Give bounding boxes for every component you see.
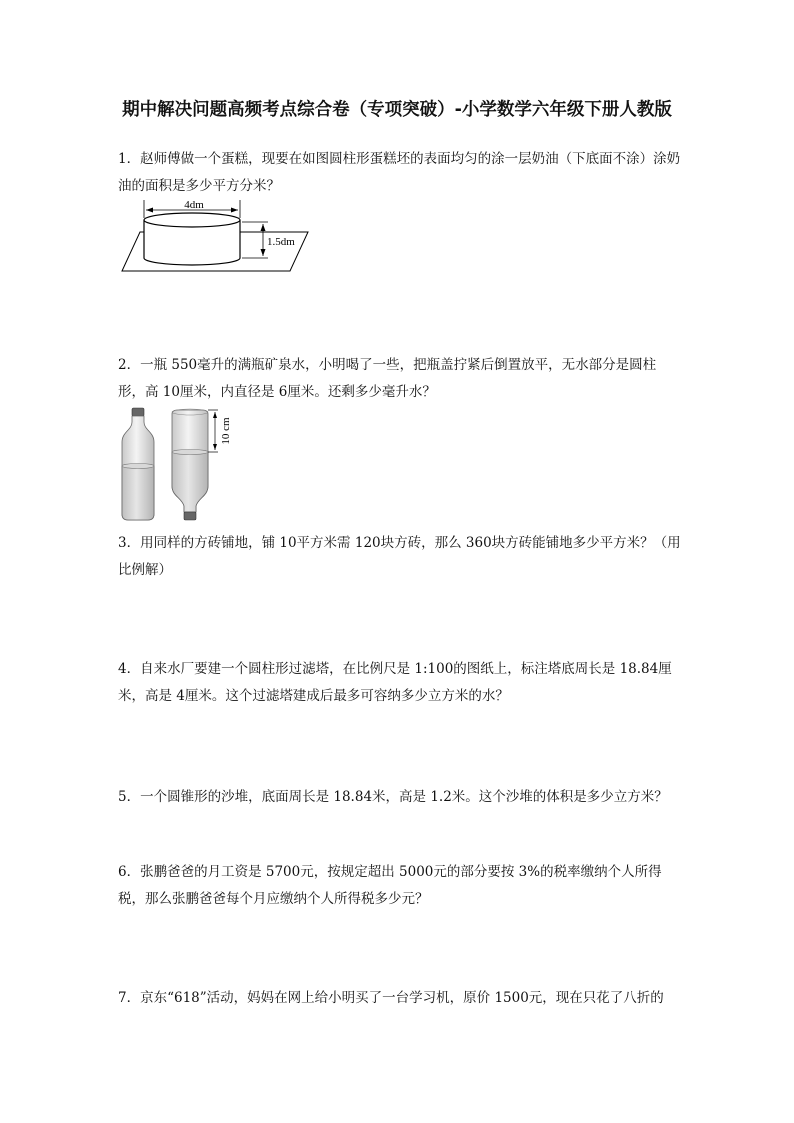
page-title: 期中解决问题高频考点综合卷（专项突破）-小学数学六年级下册人教版 <box>122 100 672 120</box>
upright-bottle <box>122 408 154 520</box>
question-5: 5．一个圆锥形的沙堆，底面周长是 18.84米，高是 1.2米。这个沙堆的体积是多少立方米？ <box>118 789 668 805</box>
question-2: 2．一瓶 550毫升的满瓶矿泉水，小明喝了一些，把瓶盖拧紧后倒置放平，无水部分是圆柱形，高 10厘米，内直径是 6厘米。还剩多少毫升水？ <box>118 357 657 400</box>
cake-figure <box>118 198 318 278</box>
question-3: 3．用同样的方砖铺地，铺 10平方米需 120块方砖，那么 360块方砖能铺地多少平方米？（用比例解） <box>118 535 681 578</box>
bottles-figure <box>118 406 248 528</box>
question-7: 7．京东“618”活动，妈妈在网上给小明买了一台学习机，原价 1500元，现在只花了八折的 <box>118 990 664 1006</box>
diameter-label: 4dm <box>184 199 204 211</box>
height-label: 1.5dm <box>267 236 295 248</box>
bottle-height-label: 10 cm <box>220 417 232 445</box>
cake-cylinder-top <box>144 213 240 227</box>
question-1: 1．赵师傅做一个蛋糕，现要在如图圆柱形蛋糕坯的表面均匀的涂一层奶油（下底面不涂）涂奶油的面积是多少平方分米？ <box>118 151 681 194</box>
question-4: 4．自来水厂要建一个圆柱形过滤塔，在比例尺是 1:100的图纸上，标注塔底周长是 18.84厘米，高是 4厘米。这个过滤塔建成后最多可容纳多少立方米的水？ <box>118 661 672 704</box>
question-6: 6．张鹏爸爸的月工资是 5700元，按规定超出 5000元的部分要按 3%的税率缴纳个人所得税，那么张鹏爸爸每个月应缴纳个人所得税多少元？ <box>118 864 662 907</box>
inverted-bottle <box>172 409 208 520</box>
